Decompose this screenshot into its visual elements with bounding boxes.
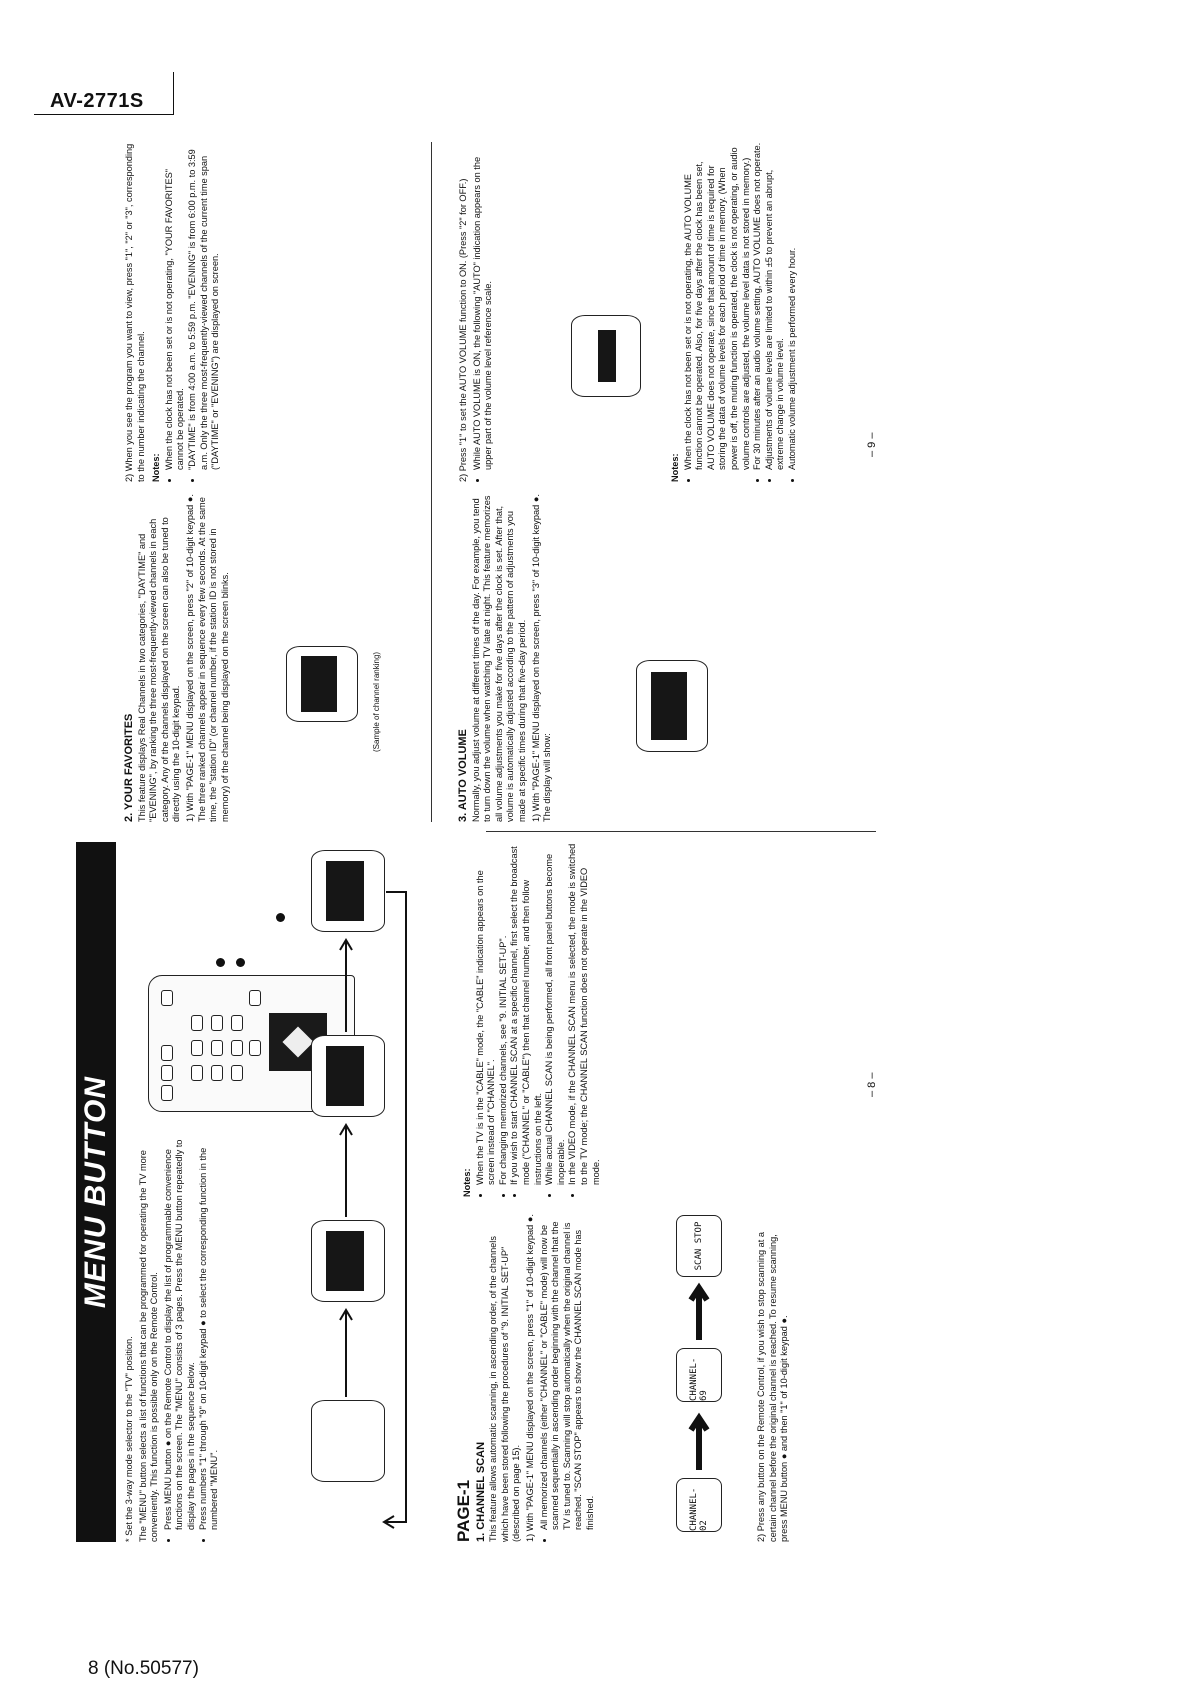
screen-display — [301, 656, 337, 712]
menu-key — [249, 990, 261, 1006]
remote-key — [231, 1015, 243, 1031]
intro-bullet: • Press numbers "1" through "9" on 10-digit keypad ● to select the corresponding function in the numbered "MENU". — [198, 1122, 221, 1530]
power-key — [161, 990, 173, 1006]
note-item: • For changing memorized channels, see "9. INITIAL SET-UP". — [498, 842, 510, 1185]
remote-key — [191, 1015, 203, 1031]
remote-key — [211, 1015, 223, 1031]
section-body: This feature displays Real Channels in two categories, "DAYTIME" and "EVENING", by ranking the three most-frequently-viewed channels in each category. Any of the channels displayed on the screen can also be tuned to directly using the 10-digit keypad. — [136, 517, 182, 822]
auto-volume-step2 — [458, 142, 497, 482]
note-item: • In the VIDEO mode, if the CHANNEL SCAN menu is selected, the mode is switched to the TV mode; the CHANNEL SCAN function does not operate in the VIDEO mode. — [567, 842, 602, 1185]
screen-display — [651, 672, 687, 740]
intro-bullet: • Press MENU button ● on the Remote Control to display the list of programmable convenience functions on the screen. The "MENU" consists of 3 pages. Press the MENU button repeatedly to display the pages in the sequence below. — [163, 1122, 198, 1530]
note-item: • When the TV is in the "CABLE" mode, the "CABLE" indication appears on the screen instead of "CHANNEL". — [475, 842, 498, 1185]
channel-scan-section — [454, 1212, 599, 1542]
section-title: 3. AUTO VOLUME — [457, 729, 469, 822]
header-rule — [34, 114, 174, 115]
note-item: • "DAYTIME" is from 4:00 a.m. to 5:59 p.m. "EVENING" is from 6:00 p.m. to 3:59 a.m. Only the three most-frequently-viewed channels of the current time span ("DAYTIME" or "EVENING") are displayed on screen. — [187, 142, 222, 470]
step-text: 2) When you see the program you want to view, press "1", "2" or "3", corresponding to the number indicating the channel. — [124, 143, 146, 482]
note-item: • For 30 minutes after an audio volume setting, AUTO VOLUME does not operate. — [752, 142, 764, 470]
scan-arrows — [682, 1212, 716, 1482]
auto-indication-screen — [571, 315, 641, 397]
favorites-caption: (Sample of channel ranking) — [372, 651, 381, 752]
section-body: Normally, you adjust volume at different times of the day. For example, you tend to turn down the volume when watching TV late at night. This feature memorizes all volume adjustments you make for five days after the clock is set. After that, volume is automatically adjusted according to the pattern of adjustments you made at specific times during that five-day period. — [470, 495, 527, 822]
remote-key — [161, 1065, 173, 1081]
section-title: 1. CHANNEL SCAN — [474, 1441, 487, 1542]
step-text: 1) With "PAGE-1" MENU displayed on the screen, press "2" of 10-digit keypad ●. The three ranked channels appear in sequence every few seconds. At the same time, the "station ID" (or channel number, if the station ID is not stored in memory) of the channel being displayed on the screen blinks. — [184, 494, 230, 822]
remote-key — [249, 1040, 261, 1056]
auto-volume-notes — [666, 142, 801, 482]
channel-display — [676, 1478, 722, 1532]
remote-key — [161, 1045, 173, 1061]
step-bullet: • All memorized channels (either "CHANNEL" or "CABLE" mode) will now be scanned sequentially in ascending order beginning with the channel that the TV is tuned to. Scanning will stop automatically when the original channel is reached. "SCAN STOP" appears to show the CHANNEL SCAN mode has finished. — [539, 1212, 597, 1530]
channel-display-label: CHANNEL-02 — [689, 1487, 709, 1531]
callout-dot — [216, 958, 225, 967]
callout-dot — [276, 913, 285, 922]
intro-mode-note: * Set the 3-way mode selector to the "TV" position. — [124, 1336, 134, 1542]
page-number-right: – 9 – — [866, 432, 878, 457]
menu-button-banner: MENU BUTTON — [76, 842, 116, 1542]
intro-text: The "MENU" button selects a list of functions that can be programmed for operating the TV more conveniently. This function is possible only on the Remote Control. — [137, 1150, 160, 1542]
menu-button-intro — [124, 1122, 223, 1542]
page-1-heading: PAGE-1 — [454, 1479, 473, 1542]
page-number-left: – 8 – — [866, 1072, 878, 1097]
note-item: • When the clock has not been set or is not operating, "YOUR FAVORITES" cannot be operated. — [164, 142, 187, 470]
notes-heading: Notes: — [151, 453, 162, 482]
your-favorites-step2 — [124, 142, 224, 482]
remote-key — [161, 1085, 173, 1101]
auto-volume-section — [458, 492, 556, 822]
step-text: 2) Press any button on the Remote Control, if you wish to stop scanning at a certain channel before the original channel is reached. To resume scanning, press MENU button ● and then "1" of 10-digit keypad ●. — [756, 1232, 790, 1542]
note-item: • While actual CHANNEL SCAN is being performed, all front panel buttons become inoperable. — [544, 842, 567, 1185]
step-text: 2) Press "1" to set the AUTO VOLUME function to ON. (Press "2" for OFF.) — [458, 178, 468, 482]
your-favorites-section — [124, 492, 233, 822]
section-divider — [431, 142, 432, 822]
section-title: 2. YOUR FAVORITES — [123, 713, 135, 822]
note-item: • When the clock has not been set or is not operating, the AUTO VOLUME function cannot be operated. Also, for five days after the clock has been set, AUTO VOLUME does not operate, since that amount of time is required for storing the data of volume levels for each period of time in memory. (When power is off, the muting function is operated, the clock is not operating, or audio volume controls are adjusted, the volume level data is not stored in memory.) — [683, 142, 753, 470]
header-vertical-rule — [173, 72, 174, 115]
remote-key — [211, 1040, 223, 1056]
favorites-screen — [286, 646, 358, 722]
rotated-manual-spread — [76, 132, 886, 1542]
auto-volume-screen — [636, 660, 708, 752]
note-item: • Adjustments of volume levels are limited to within ±5 to prevent an abrupt, extreme change in volume level. — [764, 142, 787, 470]
channel-scan-notes — [458, 842, 604, 1197]
notes-heading: Notes: — [462, 1168, 472, 1197]
note-item: • If you wish to start CHANNEL SCAN at a specific channel, first select the broadcast mode ("CHANNEL" or "CABLE") then that channel number, and then follow instructions on the left. — [509, 842, 544, 1185]
step-text: 1) With "PAGE-1" MENU displayed on the screen, press "1" of 10-digit keypad ●. — [524, 1214, 535, 1542]
remote-key — [231, 1040, 243, 1056]
model-number: AV-2771S — [50, 90, 144, 112]
section-body: This feature allows automatic scanning, in ascending order, of the channels which have been stored following the procedures of "9. INITIAL SET-UP" (described on page 15). — [488, 1236, 522, 1542]
remote-key — [191, 1040, 203, 1056]
step-text: 1) With "PAGE-1" MENU displayed on the screen, press "3" of 10-digit keypad ●. The display will show: — [530, 494, 553, 822]
remote-key — [211, 1065, 223, 1081]
menu-sequence-arrows — [306, 822, 416, 1542]
channel-display-label: SCAN STOP — [694, 1221, 704, 1271]
step-bullet: • While AUTO VOLUME is ON, the following "AUTO" indication appears on the upper part of the volume level reference scale. — [472, 142, 495, 470]
notes-heading: Notes: — [670, 453, 680, 482]
screen-display — [598, 330, 616, 381]
callout-dot — [236, 958, 245, 967]
column-divider — [486, 831, 876, 832]
channel-scan-step2 — [756, 1212, 793, 1542]
note-item: • Automatic volume adjustment is performed every hour. — [787, 142, 799, 470]
remote-key — [191, 1065, 203, 1081]
remote-key — [231, 1065, 243, 1081]
channel-display-label: CHANNEL-69 — [689, 1357, 709, 1401]
page-footer-label: 8 (No.50577) — [88, 1658, 199, 1679]
